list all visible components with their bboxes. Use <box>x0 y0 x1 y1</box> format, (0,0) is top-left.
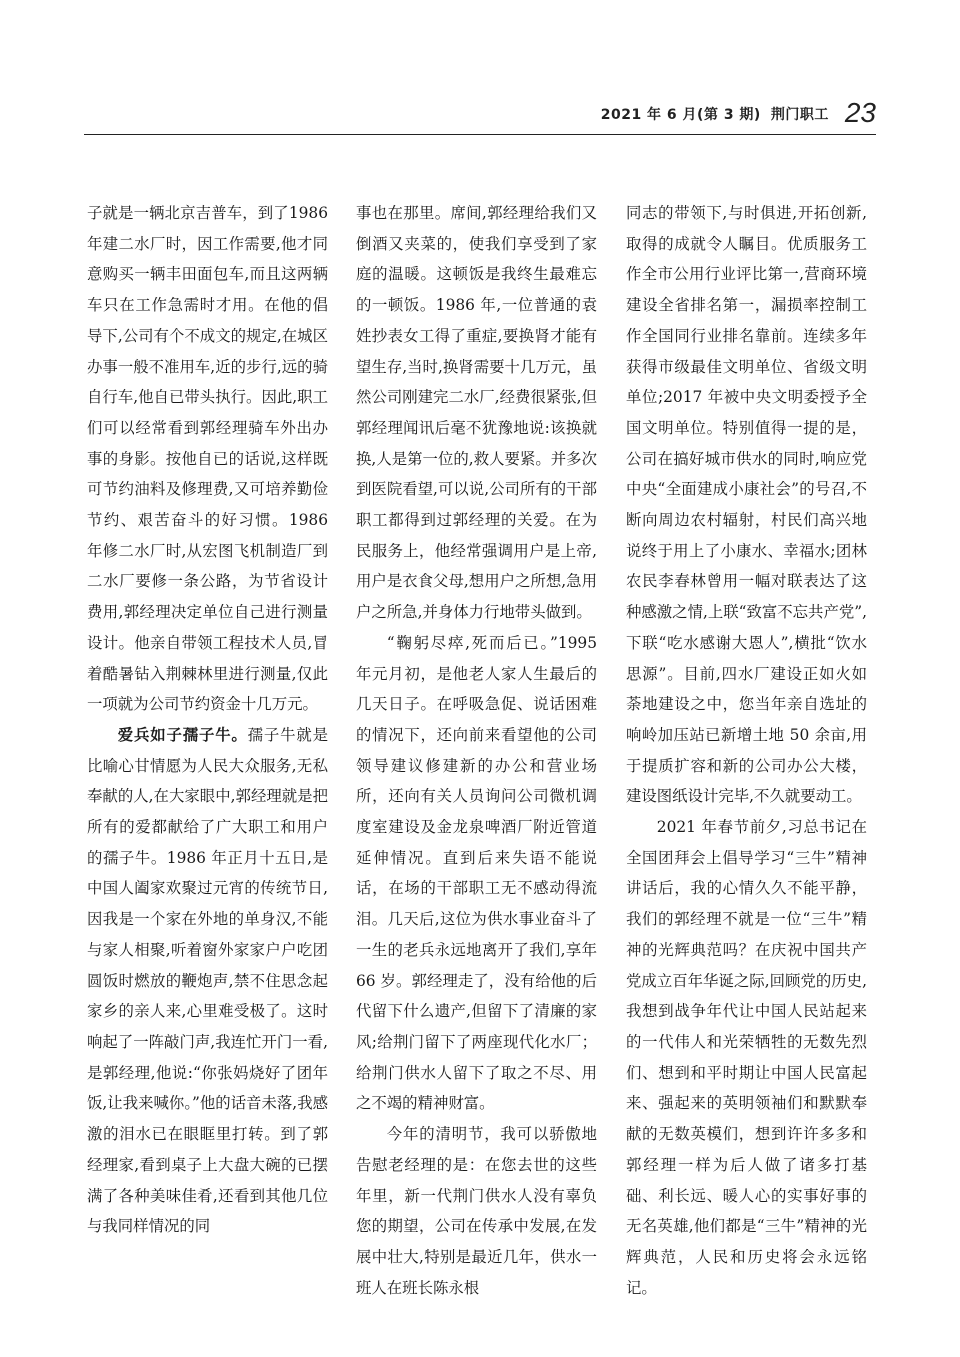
issue-date: 2021 年 6 月(第 3 期) <box>600 107 761 123</box>
paragraph-body: 孺子牛就是比喻心甘情愿为人民大众服务,无私奉献的人,在大家眼中,郭经理就是把所有的爱都献给了广大职工和用户的孺子牛。1986 年正月十五日,是中国人阖家欢聚过元宵的传统节日,因我是一个家在外地的单身汉,不能与家人相聚,听着窗外家家户户吃团圆饭时燃放的鞭炮声,禁不住思念起家乡的亲人来,心里难受极了。这时响起了一阵敲门声,我连忙开门一看,是郭经理,他说:“你张妈烧好了团年饭,让我来喊你。”他的话音未落,我感激的泪水已在眼眶里打转。到了郭经理家,看到桌子上大盘大碗的已摆满了各种美味佳肴,还看到其他几位与我同样情况的同 <box>87 725 328 1236</box>
paragraph: 2021 年春节前夕,习总书记在全国团拜会上倡导学习“三牛”精神讲话后，我的心情久久不能平静，我们的郭经理不就是一位“三牛”精神的光辉典范吗？在庆祝中国共产党成立百年华诞之际,回顾党的历史,我想到战争年代让中国人民站起来的一代伟人和光荣牺牲的无数先烈们、想到和平时期让中国人民富起来、强起来的英明领袖们和默默奉献的无数英模们，想到许许多多和郭经理一样为后人做了诸多打基础、利长远、暖人心的实事好事的无名英雄,他们都是“三牛”精神的光辉典范，人民和历史将会永远铭记。 <box>626 818 867 1297</box>
paragraph: 今年的清明节，我可以骄傲地告慰老经理的是：在您去世的这些年里，新一代荆门供水人没有辜负您的期望，公司在传承中发展,在发展中壮大,特别是最近几年，供水一班人在班长陈永根 <box>356 1125 597 1297</box>
paragraph-lead: 爱兵如子孺子牛。 <box>117 725 248 744</box>
paragraph: 事也在那里。席间,郭经理给我们又倒酒又夹菜的，使我们享受到了家庭的温暖。这顿饭是我终生最难忘的一顿饭。1986 年,一位普通的袁姓抄表女工得了重症,要换肾才能有望生存,当时,换肾需要十几万元，虽然公司刚建完二水厂,经费很紧张,但郭经理闻讯后毫不犹豫地说:该换就换,人是第一位的,救人要紧。并多次到医院看望,可以说,公司所有的干部职工都得到过郭经理的关爱。在为民服务上，他经常强调用户是上帝,用户是衣食父母,想用户之所想,急用户之所急,并身体力行地带头做到。 <box>356 204 597 622</box>
text-column-2 <box>356 198 597 1297</box>
paragraph: 子就是一辆北京吉普车，到了1986 年建二水厂时，因工作需要,他才同意购买一辆丰田面包车,而且这两辆车只在工作急需时才用。在他的倡导下,公司有个不成文的规定,在城区办事一般不准用车,近的步行,远的骑自行车,他自已带头执行。因此,职工们可以经常看到郭经理骑车外出办事的身影。按他自已的话说,这样既可节约油料及修理费,又可培养勤俭节约、艰苦奋斗的好习惯。1986 年修二水厂时,从宏图飞机制造厂到二水厂要修一条公路，为节省设计费用,郭经理决定单位自己进行测量设计。他亲自带领工程技术人员,冒着酷暑钻入荆棘林里进行测量,仅此一项就为公司节约资金十几万元。 <box>87 204 328 714</box>
paragraph: “鞠躬尽瘁,死而后已。”1995 年元月初，是他老人家人生最后的几天日子。在呼吸急促、说话困难的情况下，还向前来看望他的公司领导建议修建新的办公和营业场所，还向有关人员询问公司微机调度室建设及金龙泉啤酒厂附近管道延伸情况。直到后来失语不能说话，在场的干部职工无不感动得流泪。几天后,这位为供水事业奋斗了一生的老兵永远地离开了我们,享年 66 岁。郭经理走了，没有给他的后代留下什么遗产,但留下了清廉的家风;给荆门留下了两座现代化水厂；给荆门供水人留下了取之不尽、用之不竭的精神财富。 <box>356 633 597 1113</box>
paragraph <box>87 720 328 1242</box>
text-column-3 <box>626 198 867 1297</box>
header-text <box>601 94 876 128</box>
text-column-1 <box>87 198 328 1278</box>
page-header <box>84 94 876 135</box>
paragraph: 同志的带领下,与时俱进,开拓创新,取得的成就令人瞩目。优质服务工作全市公用行业评比第一,营商环境建设全省排名第一，漏损率控制工作全国同行业排名靠前。连续多年获得市级最佳文明单位、省级文明单位;2017 年被中央文明委授予全国文明单位。特别值得一提的是，公司在搞好城市供水的同时,响应党中央“全面建成小康社会”的号召,不断向周边农村辐射，村民们高兴地说终于用上了小康水、幸福水;团林农民李春林曾用一幅对联表达了这种感激之情,上联“致富不忘共产党”,下联“吃水感谢大恩人”,横批“饮水思源”。目前,四水厂建设正如火如荼地建设之中，您当年亲自选址的响岭加压站已新增土地 50 余亩,用于提质扩容和新的公司办公大楼，建设图纸设计完毕,不久就要动工。 <box>626 204 867 806</box>
magazine-name: 荆门职工 <box>770 107 829 123</box>
page-number: 23 <box>844 97 876 128</box>
